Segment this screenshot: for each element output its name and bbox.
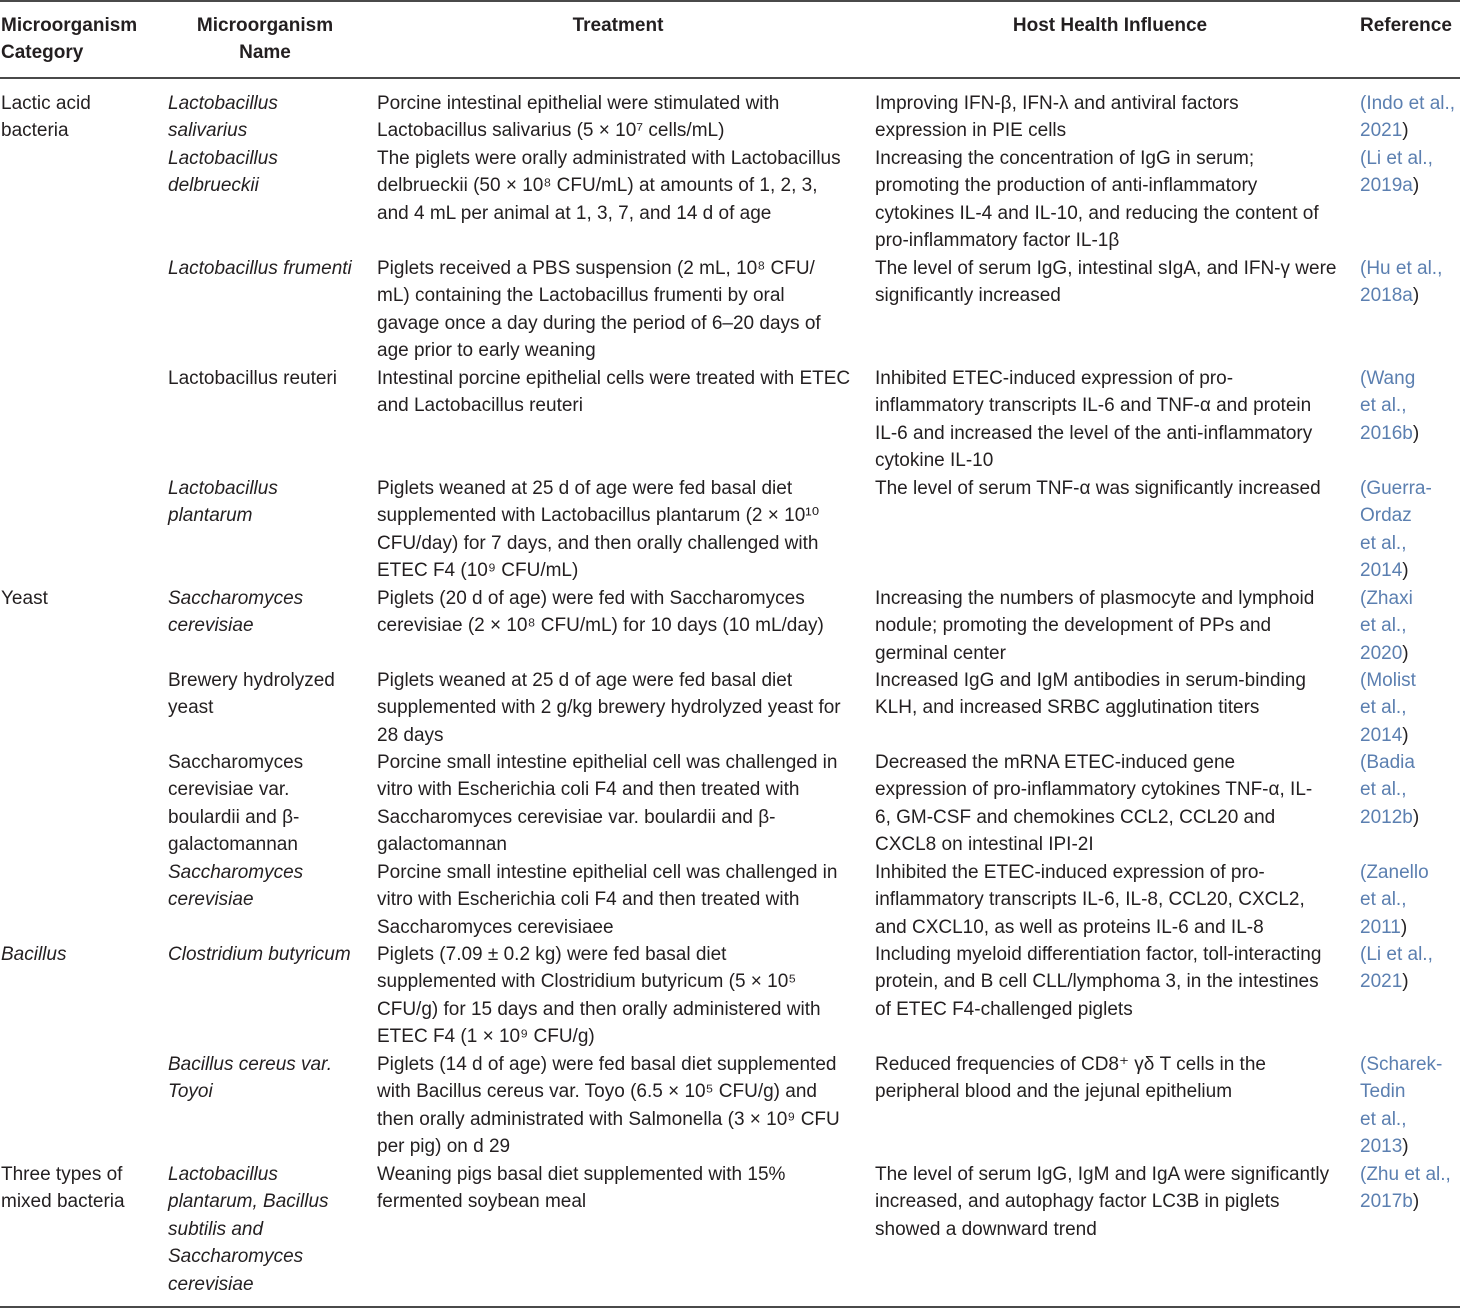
reference-link[interactable]: et al.,	[1360, 1108, 1407, 1130]
reference-cell[interactable]: (Zhu et al., 2017b)	[1360, 1164, 1451, 1213]
treatment-cell: Weaning pigs basal diet supplemented with 15% fermented soybean meal	[377, 1164, 786, 1213]
treatment-cell: Piglets (14 d of age) were fed basal diet supplemented with Bacillus cereus var. Toyo (6.5 × 10⁵ CFU/g) and then orally administrated with Salmonella (3 × 10⁹ CFU per pig) on d 29	[377, 1054, 840, 1158]
influence-cell: Increasing the numbers of plasmocyte and lymphoid nodule; promoting the development of PPs and germinal center	[875, 588, 1315, 664]
table-top-rule	[0, 0, 1460, 2]
treatment-cell: The piglets were orally administrated with Lactobacillus delbrueckii (50 × 10⁸ CFU/mL) at amounts of 1, 2, 3, and 4 mL per animal at 1, 3, 7, and 14 d of age	[377, 148, 841, 224]
reference-link[interactable]: Tedin	[1360, 1081, 1406, 1103]
header-influence: Host Health Influence	[1012, 15, 1208, 36]
organism-name-cell: Clostridium butyricum	[168, 944, 351, 965]
organism-name-cell: Saccharomyces cerevisiae	[168, 588, 304, 637]
reference-link[interactable]: et al.,	[1360, 395, 1407, 417]
header-name: Microorganism Name	[196, 15, 334, 63]
reference-cell[interactable]: (Wang et al., 2016b)	[1360, 368, 1420, 444]
reference-link[interactable]: Scharek-	[1366, 1054, 1443, 1075]
reference-link[interactable]: 2014	[1360, 560, 1403, 582]
reference-link[interactable]: Zhu et al.,	[1366, 1164, 1451, 1185]
reference-link[interactable]: Indo et al.,	[1366, 93, 1456, 114]
reference-link[interactable]: et al.,	[1360, 889, 1407, 911]
reference-link[interactable]: Li et al.,	[1366, 944, 1433, 965]
treatment-cell: Piglets (20 d of age) were fed with Saccharomyces cerevisiae (2 × 10⁸ CFU/mL) for 10 days (10 mL/day)	[377, 588, 824, 637]
reference-link[interactable]: Ordaz	[1360, 505, 1412, 527]
treatment-cell: Porcine small intestine epithelial cell was challenged in vitro with Escherichia coli F4 and then treated with Saccharomyces cerevisiae var. boulardii and β- galactomannan	[377, 752, 838, 856]
reference-cell[interactable]: (Badia et al., 2012b)	[1360, 752, 1420, 828]
influence-cell: The level of serum IgG, IgM and IgA were significantly increased, and autophagy factor LC3B in piglets showed a downward trend	[875, 1164, 1330, 1240]
category-cell: Yeast	[1, 588, 48, 609]
reference-link[interactable]: 2014	[1360, 724, 1403, 746]
reference-link[interactable]: 2017b	[1360, 1191, 1413, 1213]
influence-cell: Inhibited ETEC-induced expression of pro- inflammatory transcripts IL-6 and TNF-α and protein IL-6 and increased the level of the anti-inflammatory cytokine IL-10	[875, 368, 1313, 472]
reference-link[interactable]: et al.,	[1360, 779, 1407, 801]
reference-cell[interactable]: (Li et al., 2021)	[1360, 944, 1433, 993]
header-treatment: Treatment	[572, 15, 664, 36]
reference-cell[interactable]: (Hu et al., 2018a)	[1360, 258, 1443, 307]
organism-name-cell: Lactobacillus frumenti	[168, 258, 352, 279]
organism-name-cell: Lactobacillus plantarum	[168, 478, 278, 527]
organism-name-cell: Lactobacillus delbrueckii	[168, 148, 278, 197]
table-bottom-rule	[0, 1306, 1460, 1308]
influence-cell: Reduced frequencies of CD8⁺ γδ T cells in the peripheral blood and the jejunal epithelium	[875, 1054, 1266, 1103]
reference-link[interactable]: Badia	[1366, 752, 1415, 773]
reference-link[interactable]: 2013	[1360, 1136, 1403, 1158]
influence-cell: The level of serum TNF-α was significantly increased	[875, 478, 1321, 499]
influence-cell: Inhibited the ETEC-induced expression of pro- inflammatory transcripts IL-6, IL-8, CCL20, CXCL2, and CXCL10, as well as proteins IL-6 and IL-8	[875, 862, 1305, 938]
reference-cell[interactable]: (Indo et al., 2021)	[1360, 93, 1456, 142]
influence-cell: Including myeloid differentiation factor, toll-interacting protein, and B cell CLL/lymphoma 3, in the intestines of ETEC F4-challenged piglets	[875, 944, 1322, 1020]
reference-cell[interactable]: (Guerra- Ordaz et al., 2014)	[1360, 478, 1432, 582]
reference-cell[interactable]: (Zanello et al., 2011)	[1360, 862, 1429, 938]
reference-link[interactable]: Wang	[1366, 368, 1416, 389]
treatment-cell: Piglets (7.09 ± 0.2 kg) were fed basal diet supplemented with Clostridium butyricum (5 × 10⁵ CFU/g) for 15 days and then orally administered with ETEC F4 (1 × 10⁹ CFU/g)	[377, 944, 821, 1048]
treatment-cell: Porcine intestinal epithelial were stimulated with Lactobacillus salivarius (5 × 10⁷ cells/mL)	[377, 93, 780, 142]
treatment-cell: Porcine small intestine epithelial cell was challenged in vitro with Escherichia coli F4 and then treated with Saccharomyces cerevisiaee	[377, 862, 838, 938]
reference-link[interactable]: Hu et al.,	[1366, 258, 1443, 279]
reference-link[interactable]: 2012b	[1360, 806, 1413, 828]
reference-link[interactable]: 2018a	[1360, 285, 1413, 307]
reference-link[interactable]: 2011	[1360, 916, 1401, 938]
organism-name-cell: Saccharomyces cerevisiae var. boulardii and β- galactomannan	[168, 752, 304, 856]
reference-link[interactable]: 2021	[1360, 971, 1403, 993]
treatment-cell: Intestinal porcine epithelial cells were treated with ETEC and Lactobacillus reuteri	[377, 368, 851, 417]
category-cell: Three types of mixed bacteria	[1, 1164, 125, 1213]
influence-cell: Increasing the concentration of IgG in serum; promoting the production of anti-inflammatory cytokines IL-4 and IL-10, and reducing the content of pro-inflammatory factor IL-1β	[875, 148, 1319, 252]
treatment-cell: Piglets received a PBS suspension (2 mL, 10⁸ CFU/ mL) containing the Lactobacillus frumenti by oral gavage once a day during the period of 6–20 days of age prior to early weaning	[377, 258, 821, 362]
influence-cell: Increased IgG and IgM antibodies in serum-binding KLH, and increased SRBC agglutination titers	[875, 670, 1306, 719]
reference-link[interactable]: 2016b	[1360, 422, 1413, 444]
reference-link[interactable]: Molist	[1366, 670, 1416, 691]
reference-link[interactable]: 2019a	[1360, 175, 1413, 197]
reference-link[interactable]: Zanello	[1366, 862, 1429, 883]
reference-link[interactable]: et al.,	[1360, 532, 1407, 554]
reference-link[interactable]: 2021	[1360, 120, 1403, 142]
influence-cell: Decreased the mRNA ETEC-induced gene expression of pro-inflammatory cytokines TNF-α, IL- 6, GM-CSF and chemokines CCL2, CCL20 and CXCL8 on intestinal IPI-2I	[875, 752, 1313, 856]
header-reference: Reference	[1360, 15, 1452, 36]
organism-name-cell: Saccharomyces cerevisiae	[168, 862, 304, 911]
reference-cell[interactable]: (Zhaxi et al., 2020)	[1360, 588, 1413, 664]
treatment-cell: Piglets weaned at 25 d of age were fed basal diet supplemented with 2 g/kg brewery hydrolyzed yeast for 28 days	[377, 670, 841, 746]
reference-link[interactable]: Li et al.,	[1366, 148, 1433, 169]
category-cell: Lactic acid bacteria	[1, 93, 91, 142]
reference-link[interactable]: 2020	[1360, 642, 1403, 664]
reference-cell[interactable]: (Li et al., 2019a)	[1360, 148, 1433, 197]
organism-name-cell: Brewery hydrolyzed yeast	[168, 670, 335, 719]
influence-cell: The level of serum IgG, intestinal sIgA, and IFN-γ were significantly increased	[875, 258, 1337, 307]
reference-link[interactable]: et al.,	[1360, 615, 1407, 637]
organism-name-cell: Bacillus cereus var. Toyoi	[168, 1054, 333, 1103]
header-category: Microorganism Category	[1, 15, 138, 63]
category-cell: Bacillus	[1, 944, 67, 965]
table-header-rule	[0, 77, 1460, 79]
reference-link[interactable]: Zhaxi	[1366, 588, 1413, 609]
treatment-cell: Piglets weaned at 25 d of age were fed basal diet supplemented with Lactobacillus plantarum (2 × 10¹⁰ CFU/day) for 7 days, and then orally challenged with ETEC F4 (10⁹ CFU/mL)	[377, 478, 820, 582]
organism-name-cell: Lactobacillus salivarius	[168, 93, 278, 142]
influence-cell: Improving IFN-β, IFN-λ and antiviral factors expression in PIE cells	[875, 93, 1239, 142]
reference-cell[interactable]: (Molist et al., 2014)	[1360, 670, 1416, 746]
organism-name-cell: Lactobacillus plantarum, Bacillus subtilis and Saccharomyces cerevisiae	[168, 1164, 329, 1295]
reference-link[interactable]: Guerra-	[1366, 478, 1432, 499]
organism-name-cell: Lactobacillus reuteri	[168, 368, 337, 389]
reference-cell[interactable]: (Scharek- Tedin et al., 2013)	[1360, 1054, 1443, 1158]
reference-link[interactable]: et al.,	[1360, 697, 1407, 719]
